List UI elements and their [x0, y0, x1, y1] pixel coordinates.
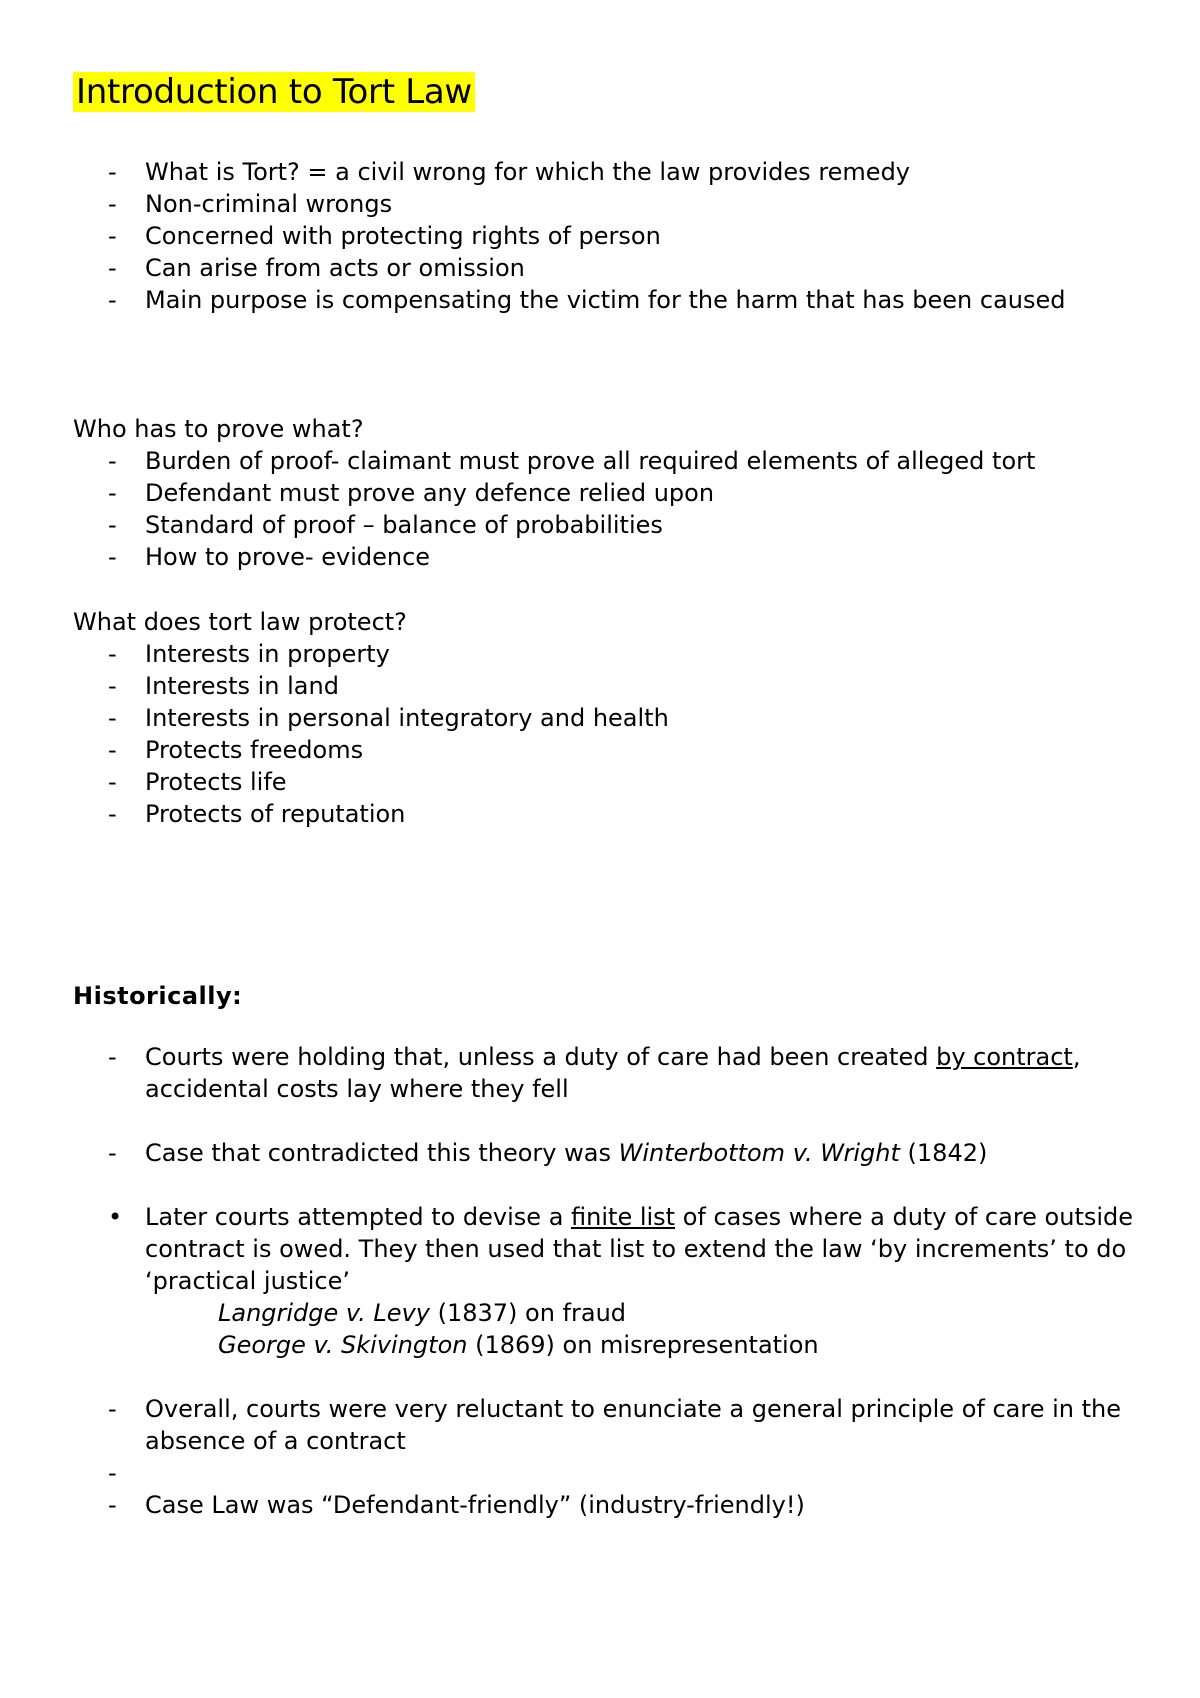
page-title: Introduction to Tort Law: [73, 70, 475, 114]
protect-heading: What does tort law protect?: [73, 608, 407, 636]
list-item: - Can arise from acts or omission: [108, 254, 525, 282]
list-item: -: [108, 1459, 117, 1487]
list-item: - Case that contradicted this theory was Winterbottom v. Wright (1842): [108, 1139, 988, 1167]
list-item: - Overall, courts were very reluctant to enunciate a general principle of care in the absence of a contract: [108, 1395, 1121, 1455]
history-list: [0, 1041, 1200, 1521]
case-line: Langridge v. Levy (1837) on fraud: [218, 1299, 627, 1327]
list-item: - Defendant must prove any defence relied upon: [108, 479, 715, 507]
case-line: George v. Skivington (1869) on misrepresentation: [218, 1331, 819, 1359]
list-item: - Courts were holding that, unless a duty of care had been created by contract, accidental costs lay where they fell: [108, 1043, 1081, 1103]
list-item: - Non-criminal wrongs: [108, 190, 393, 218]
list-item: • Later courts attempted to devise a finite list of cases where a duty of care outside contract is owed. They then used that list to extend the law ‘by increments’ to do ‘practical justice’ Langridge v. Levy (1837) on fraud George v. Skivington (1869) on misrepresentation: [0, 1201, 1200, 1361]
list-item: - What is Tort? = a civil wrong for which the law provides remedy: [108, 158, 910, 186]
intro-list: [0, 156, 1200, 316]
proof-heading: Who has to prove what?: [73, 415, 364, 443]
list-item: - Case Law was “Defendant-friendly” (industry-friendly!): [108, 1491, 805, 1519]
list-item: - Protects life: [108, 768, 287, 796]
protect-list: [0, 638, 1200, 830]
case-name: Winterbottom v. Wright: [618, 1139, 900, 1167]
proof-list: [0, 445, 1200, 573]
list-item: - Protects freedoms: [108, 736, 364, 764]
list-item: - Standard of proof – balance of probabilities: [108, 511, 663, 539]
list-item: - Concerned with protecting rights of person: [108, 222, 661, 250]
list-item: - Interests in land: [108, 672, 339, 700]
list-item: - Interests in property: [108, 640, 390, 668]
list-item: - Main purpose is compensating the victim for the harm that has been caused: [108, 286, 1066, 314]
list-item: - How to prove- evidence: [108, 543, 431, 571]
list-item: - Protects of reputation: [108, 800, 406, 828]
history-heading: Historically:: [73, 982, 243, 1010]
case-name: Langridge v. Levy: [218, 1299, 430, 1327]
list-item: - Interests in personal integratory and health: [108, 704, 669, 732]
list-item: - Burden of proof- claimant must prove all required elements of alleged tort: [108, 447, 1036, 475]
case-name: George v. Skivington: [218, 1331, 468, 1359]
